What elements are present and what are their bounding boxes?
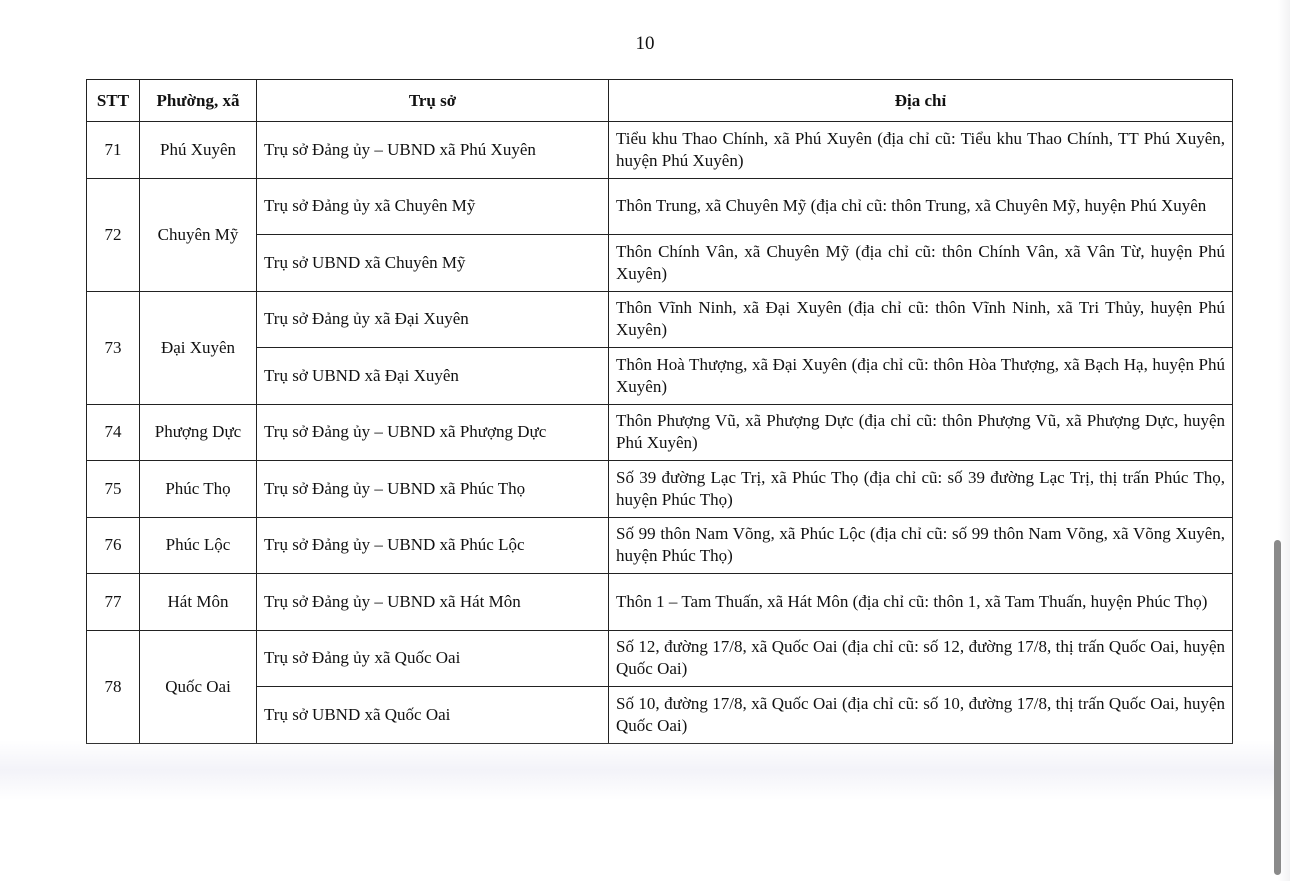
cell-stt: 75 [87,461,140,518]
cell-office: Trụ sở Đảng ủy xã Đại Xuyên [257,291,609,348]
office-address-table [86,79,1233,744]
cell-ward: Phúc Lộc [140,517,257,574]
table-row [87,178,1233,235]
cell-office: Trụ sở Đảng ủy – UBND xã Phúc Lộc [257,517,609,574]
cell-address: Số 10, đường 17/8, xã Quốc Oai (địa chỉ cũ: số 10, đường 17/8, thị trấn Quốc Oai, huyện Quốc Oai) [609,687,1233,744]
cell-stt: 77 [87,574,140,631]
cell-address: Thôn Phượng Vũ, xã Phượng Dực (địa chỉ cũ: thôn Phượng Vũ, xã Phượng Dực, huyện Phú Xuyên) [609,404,1233,461]
cell-ward: Phượng Dực [140,404,257,461]
table-header-row [87,80,1233,122]
table-row [87,348,1233,405]
cell-office: Trụ sở Đảng ủy – UBND xã Phượng Dực [257,404,609,461]
cell-ward: Đại Xuyên [140,291,257,404]
table-row [87,235,1233,292]
cell-address: Thôn 1 – Tam Thuấn, xã Hát Môn (địa chỉ cũ: thôn 1, xã Tam Thuấn, huyện Phúc Thọ) [609,574,1233,631]
cell-stt: 71 [87,122,140,179]
table-row [87,517,1233,574]
cell-address: Thôn Hoà Thượng, xã Đại Xuyên (địa chỉ cũ: thôn Hòa Thượng, xã Bạch Hạ, huyện Phú Xuyên) [609,348,1233,405]
scan-shadow [0,740,1290,800]
vertical-scrollbar[interactable] [1274,540,1281,875]
cell-ward: Chuyên Mỹ [140,178,257,291]
cell-office: Trụ sở Đảng ủy – UBND xã Hát Môn [257,574,609,631]
cell-address: Số 99 thôn Nam Võng, xã Phúc Lộc (địa chỉ cũ: số 99 thôn Nam Võng, xã Võng Xuyên, huyện Phúc Thọ) [609,517,1233,574]
table-row [87,574,1233,631]
table-row [87,404,1233,461]
cell-stt: 78 [87,630,140,743]
cell-stt: 74 [87,404,140,461]
cell-office: Trụ sở Đảng ủy xã Quốc Oai [257,630,609,687]
cell-ward: Phúc Thọ [140,461,257,518]
cell-office: Trụ sở UBND xã Đại Xuyên [257,348,609,405]
table-body [87,122,1233,744]
cell-stt: 73 [87,291,140,404]
table-row [87,630,1233,687]
cell-address: Thôn Vĩnh Ninh, xã Đại Xuyên (địa chỉ cũ: thôn Vĩnh Ninh, xã Tri Thủy, huyện Phú Xuyên) [609,291,1233,348]
cell-office: Trụ sở UBND xã Chuyên Mỹ [257,235,609,292]
cell-address: Thôn Chính Vân, xã Chuyên Mỹ (địa chỉ cũ: thôn Chính Vân, xã Vân Từ, huyện Phú Xuyên) [609,235,1233,292]
page-number: 10 [635,33,655,54]
header-ward: Phường, xã [140,80,257,122]
header-address: Địa chỉ [609,80,1233,122]
cell-address: Số 12, đường 17/8, xã Quốc Oai (địa chỉ cũ: số 12, đường 17/8, thị trấn Quốc Oai, huyện Quốc Oai) [609,630,1233,687]
table-row [87,291,1233,348]
table-row [87,687,1233,744]
cell-office: Trụ sở UBND xã Quốc Oai [257,687,609,744]
header-office: Trụ sở [257,80,609,122]
cell-address: Tiểu khu Thao Chính, xã Phú Xuyên (địa chỉ cũ: Tiểu khu Thao Chính, TT Phú Xuyên, huyện Phú Xuyên) [609,122,1233,179]
cell-ward: Hát Môn [140,574,257,631]
cell-stt: 76 [87,517,140,574]
cell-office: Trụ sở Đảng ủy – UBND xã Phúc Thọ [257,461,609,518]
cell-office: Trụ sở Đảng ủy – UBND xã Phú Xuyên [257,122,609,179]
cell-address: Số 39 đường Lạc Trị, xã Phúc Thọ (địa chỉ cũ: số 39 đường Lạc Trị, thị trấn Phúc Thọ, huyện Phúc Thọ) [609,461,1233,518]
header-stt: STT [87,80,140,122]
table-row [87,122,1233,179]
cell-ward: Phú Xuyên [140,122,257,179]
table-row [87,461,1233,518]
cell-ward: Quốc Oai [140,630,257,743]
cell-stt: 72 [87,178,140,291]
cell-address: Thôn Trung, xã Chuyên Mỹ (địa chỉ cũ: thôn Trung, xã Chuyên Mỹ, huyện Phú Xuyên [609,178,1233,235]
cell-office: Trụ sở Đảng ủy xã Chuyên Mỹ [257,178,609,235]
